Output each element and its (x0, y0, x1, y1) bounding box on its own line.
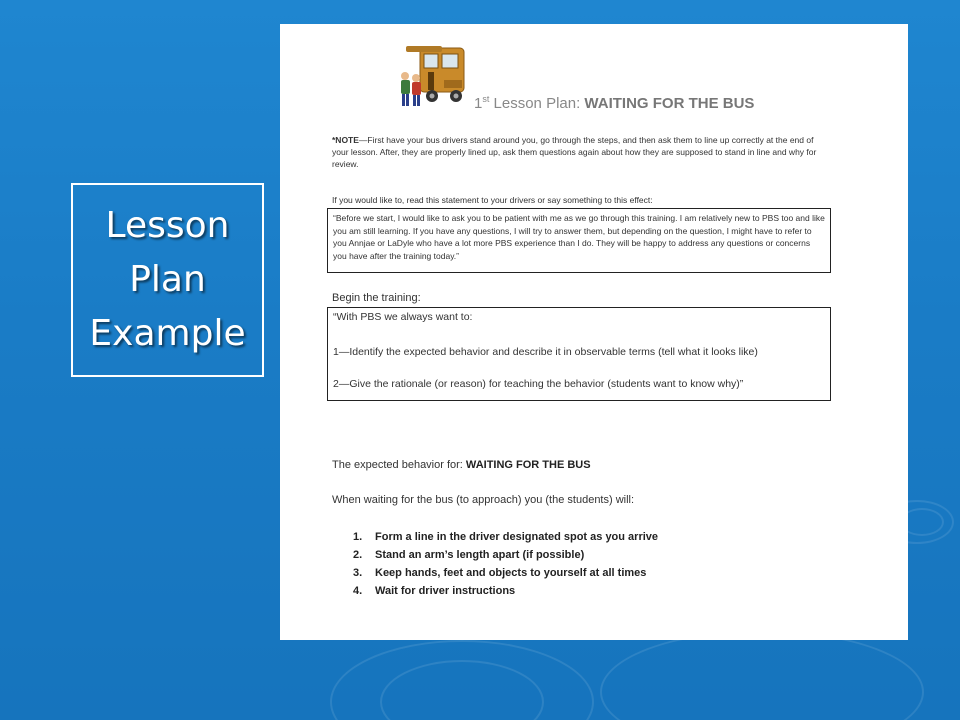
step-number: 4. (353, 585, 363, 597)
list-item (353, 549, 658, 567)
title-ordinal-suffix: st (482, 94, 490, 104)
title-lesson-name: WAITING FOR THE BUS (584, 95, 755, 112)
note-label: *NOTE (332, 135, 359, 145)
expected-behavior-heading (332, 459, 591, 471)
begin-training-label: Begin the training: (332, 292, 421, 304)
step-text: Keep hands, feet and objects to yourself at all times (375, 567, 647, 579)
behavior-steps-list (353, 531, 658, 603)
step-number: 1. (353, 531, 363, 543)
title-ordinal-number: 1 (474, 95, 483, 112)
expected-behavior-prefix: The expected behavior for: (332, 459, 466, 471)
lesson-plan-title (474, 94, 754, 112)
pbs-goal-item: 2—Give the rationale (or reason) for teaching the behavior (students want to know why)” (333, 378, 744, 390)
step-number: 2. (353, 549, 363, 561)
lesson-plan-document (280, 24, 908, 640)
slide-title-line: Lesson (105, 205, 230, 246)
step-text: Form a line in the driver designated spot as you arrive (375, 531, 659, 543)
note-text: —First have your bus drivers stand around you, go through the steps, and then ask them to line up correctly at the end of your lesson. After, they are properly lined up, ask them questions again about how they are supposed to stand in line and why for review. (332, 135, 817, 169)
instructor-note (332, 134, 832, 170)
list-item (353, 567, 658, 585)
waiting-intro: When waiting for the bus (to approach) you (the students) will: (332, 494, 635, 506)
pbs-goals-box (327, 307, 831, 401)
driver-statement-box: “Before we start, I would like to ask you to be patient with me as we go through this training. I am relatively new to PBS too and like you am still learning. If you have any questions, I will try to answer them, but depending on the question, I might have to refer to you Annjae or LaDyle who have a lot more PBS experience than I do. They will be happy to address any questions or concerns you have after the training today.” (327, 208, 831, 273)
pbs-goals-intro: “With PBS we always want to: (333, 311, 473, 323)
list-item (353, 585, 658, 603)
water-ripple-decoration (600, 630, 924, 720)
list-item (353, 531, 658, 549)
title-prefix: Lesson Plan: (489, 95, 585, 112)
pbs-goal-item: 1—Identify the expected behavior and describe it in observable terms (tell what it looks like) (333, 346, 758, 358)
step-text: Wait for driver instructions (375, 585, 516, 597)
school-bus-icon (398, 40, 470, 112)
slide-title-line: Plan (129, 259, 206, 300)
expected-behavior-name: WAITING FOR THE BUS (465, 459, 591, 471)
step-number: 3. (353, 567, 363, 579)
step-text: Stand an arm’s length apart (if possible) (375, 549, 585, 561)
slide-title-box (71, 183, 264, 377)
slide-title-line: Example (89, 313, 246, 354)
statement-intro: If you would like to, read this statement to your drivers or say something to this effect: (332, 195, 653, 205)
